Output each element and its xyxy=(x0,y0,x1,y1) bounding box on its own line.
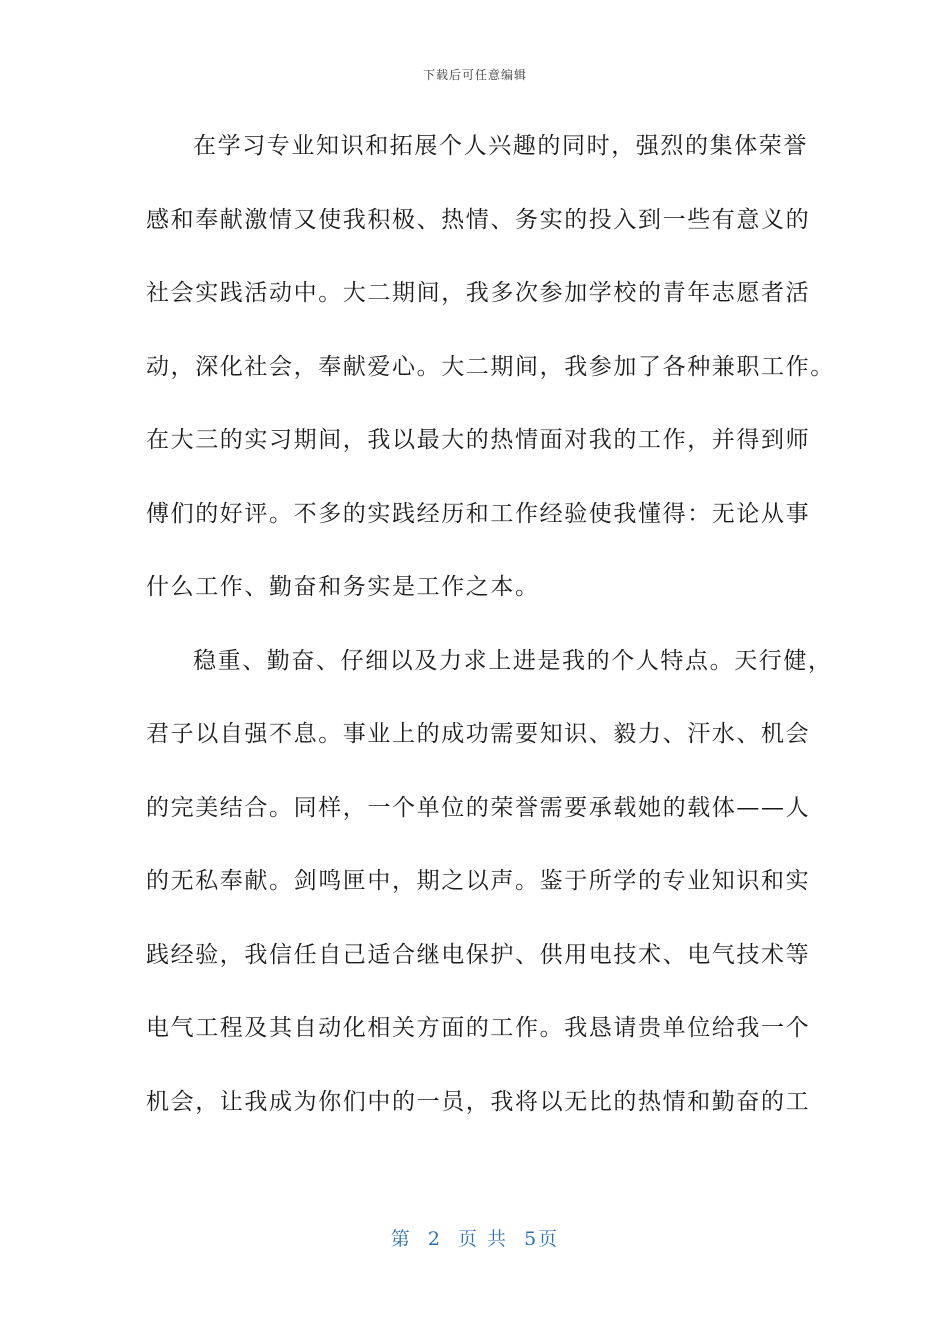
paragraph-line: 动，深化社会，奉献爱心。大二期间，我参加了各种兼职工作。 xyxy=(146,353,835,380)
paragraph-line: 在大三的实习期间，我以最大的热情面对我的工作，并得到师 xyxy=(146,427,811,453)
paragraph-line: 稳重、勤奋、仔细以及力求上进是我的个人特点。天行健， xyxy=(193,647,833,674)
page-footer xyxy=(0,1224,950,1251)
paragraph-line: 践经验，我信任自己适合继电保护、供用电技术、电气技术等 xyxy=(146,941,811,968)
paragraph-line: 电气工程及其自动化相关方面的工作。我恳请贵单位给我一个 xyxy=(146,1015,811,1041)
document-body xyxy=(146,118,835,1147)
paragraph-line: 的完美结合。同样，一个单位的荣誉需要承载她的载体——人 xyxy=(146,794,811,821)
footer-prefix: 第 xyxy=(390,1228,412,1250)
paragraph-line: 傅们的好评。不多的实践经历和工作经验使我懂得：无论从事 xyxy=(146,500,811,527)
paragraph-line: 机会，让我成为你们中的一员，我将以无比的热情和勤奋的工 xyxy=(146,1088,811,1115)
page-header: 下载后可任意编辑 xyxy=(422,68,527,82)
paragraph-line: 社会实践活动中。大二期间，我多次参加学校的青年志愿者活 xyxy=(146,280,811,306)
footer-page-number: 2 xyxy=(427,1228,442,1250)
paragraph-line: 君子以自强不息。事业上的成功需要知识、毅力、汗水、机会 xyxy=(146,721,811,747)
paragraph-line: 感和奉献激情又使我积极、热情、务实的投入到一些有意义的 xyxy=(146,206,811,233)
footer-total-pages: 5页 xyxy=(524,1228,560,1250)
paragraph-line: 什么工作、勤奋和务实是工作之本。 xyxy=(146,574,540,600)
paragraph-line: 的无私奉献。剑鸣匣中，期之以声。鉴于所学的专业知识和实 xyxy=(146,868,811,894)
footer-middle: 页 共 xyxy=(458,1228,509,1250)
paragraph-line: 在学习专业知识和拓展个人兴趣的同时，强烈的集体荣誉 xyxy=(193,133,808,159)
